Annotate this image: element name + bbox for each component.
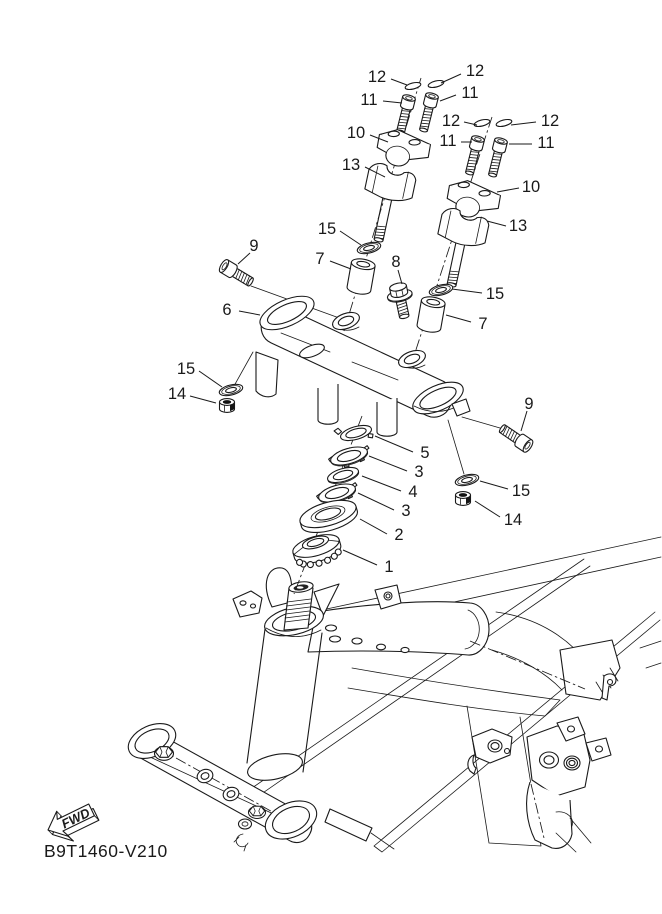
frame-assembly — [123, 537, 661, 852]
callout-label-15: 15 — [511, 482, 531, 500]
washer-15 — [428, 282, 454, 298]
callout-label-5: 5 — [420, 444, 430, 462]
lock-washer-5 — [334, 419, 374, 447]
callout-label-2: 2 — [394, 526, 404, 544]
leader-line-15 — [199, 371, 222, 387]
leader-line-12 — [391, 79, 407, 85]
bolt-cap-12 — [474, 118, 491, 128]
fwd-label: FWD — [59, 804, 93, 832]
leader-line-15 — [480, 481, 508, 489]
callout-label-3: 3 — [414, 463, 424, 481]
leader-line-15 — [452, 289, 482, 293]
callout-label-15: 15 — [485, 285, 505, 303]
callout-label-12: 12 — [367, 68, 387, 86]
callout-label-12: 12 — [441, 112, 461, 130]
callout-label-13: 13 — [341, 156, 361, 174]
leader-line-5 — [375, 436, 413, 452]
frame-hook-bracket — [602, 674, 616, 700]
leader-line-15 — [340, 231, 361, 245]
callout-label-11: 11 — [360, 91, 378, 109]
leader-line-10 — [497, 188, 519, 192]
washer-15 — [218, 382, 244, 398]
leader-line-7 — [446, 315, 471, 322]
callout-label-11: 11 — [439, 132, 457, 150]
callout-label-3: 3 — [401, 502, 411, 520]
bolt-cap-12 — [405, 81, 422, 91]
bearing-cover-2 — [297, 495, 360, 538]
leader-line-11 — [383, 101, 402, 103]
callout-label-14: 14 — [167, 385, 187, 403]
callout-label-12: 12 — [465, 62, 485, 80]
leader-line-11 — [440, 95, 456, 101]
callout-label-15: 15 — [176, 360, 196, 378]
flange-bolt-8 — [385, 281, 417, 321]
callout-label-9: 9 — [249, 237, 259, 255]
collar-7 — [416, 295, 446, 334]
leader-line-1 — [343, 550, 377, 565]
callout-label-10: 10 — [521, 178, 541, 196]
callout-label-7: 7 — [315, 250, 325, 268]
washer-15 — [454, 472, 480, 488]
leader-line-7 — [330, 261, 351, 269]
callout-label-11: 11 — [461, 84, 479, 102]
leader-line-4 — [362, 476, 401, 491]
bolt-cap-12 — [496, 118, 513, 128]
flange-nut-14 — [220, 399, 235, 413]
callout-label-7: 7 — [478, 315, 488, 333]
collar-7 — [346, 257, 376, 296]
leader-line-9 — [238, 253, 250, 264]
bolt-cap-12 — [428, 79, 445, 89]
part-code: B9T1460-V210 — [44, 841, 168, 861]
callout-label-4: 4 — [408, 483, 418, 501]
leader-line-12 — [511, 122, 536, 125]
leader-line-3 — [358, 493, 394, 510]
socket-bolt-9 — [497, 422, 535, 454]
bearing-1 — [290, 530, 344, 572]
handlebar-holder-lower-13 — [428, 206, 491, 291]
callout-label-15: 15 — [317, 220, 337, 238]
holder-bolt-11 — [394, 94, 416, 135]
callout-label-13: 13 — [508, 217, 528, 235]
handlebar-holder-lower-13 — [355, 161, 418, 246]
leader-line-14 — [475, 501, 500, 517]
callout-label-6: 6 — [222, 301, 232, 319]
socket-bolt-9 — [218, 258, 256, 289]
leader-line-12 — [441, 74, 461, 83]
fork-clamp-bolt-left — [155, 747, 174, 761]
leader-line-2 — [360, 519, 387, 534]
callout-label-9: 9 — [524, 395, 534, 413]
leader-line-8 — [398, 270, 402, 284]
leader-line-14 — [190, 396, 216, 403]
holder-bolt-11 — [463, 135, 485, 176]
callout-label-11: 11 — [537, 134, 555, 152]
head-tube-tab — [233, 591, 262, 617]
flange-nut-14 — [456, 492, 471, 506]
callout-label-14: 14 — [503, 511, 523, 529]
callout-label-10: 10 — [346, 124, 366, 142]
leader-line-6 — [239, 311, 260, 315]
callout-label-1: 1 — [384, 558, 394, 576]
holder-bolt-11 — [417, 92, 439, 133]
leader-line-9 — [521, 411, 527, 431]
callout-label-8: 8 — [391, 253, 401, 271]
holder-bolt-11 — [486, 137, 508, 178]
fork-clamp-bolt-right — [248, 806, 265, 818]
washer-15 — [356, 240, 382, 256]
leader-line-13 — [487, 221, 506, 226]
leader-line-3 — [369, 456, 407, 471]
callout-label-12: 12 — [540, 112, 560, 130]
